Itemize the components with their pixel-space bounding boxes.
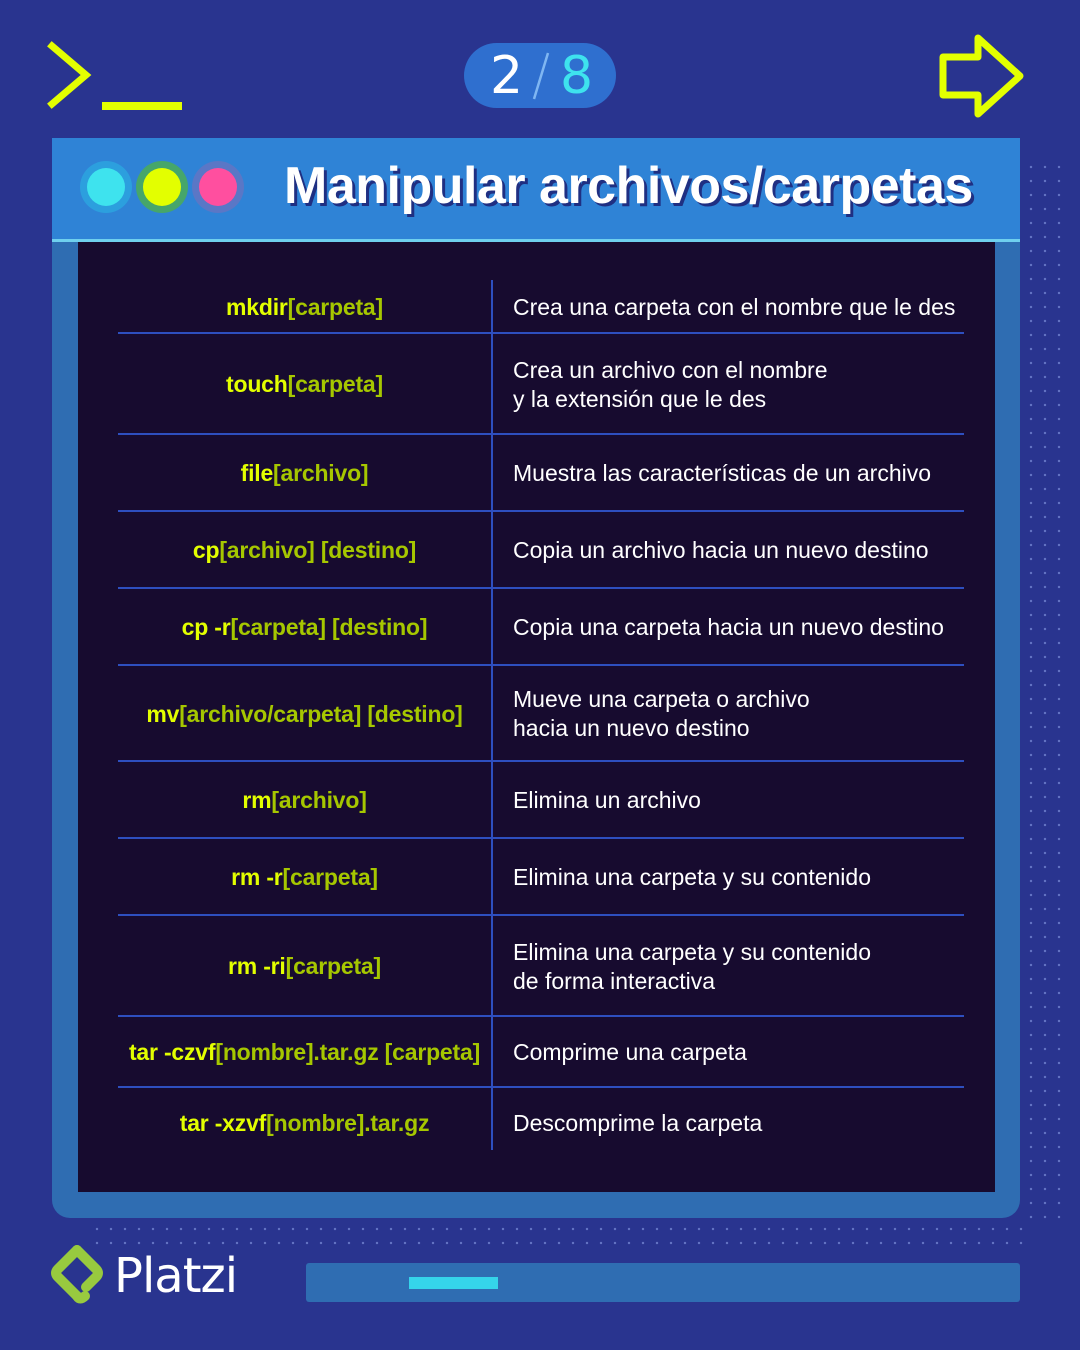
command-cell: mkdir [carpeta] xyxy=(226,293,383,320)
description-cell: Copia una carpeta hacia un nuevo destino xyxy=(513,614,944,640)
table-row xyxy=(118,589,964,666)
table-row xyxy=(118,762,964,839)
table-row xyxy=(118,916,964,1017)
command-cell: cp [archivo] [destino] xyxy=(192,537,417,563)
yellow-dot-icon xyxy=(136,161,188,213)
description-cell: Comprime una carpeta xyxy=(513,1039,747,1065)
progress-fill xyxy=(409,1277,498,1289)
pink-dot-icon xyxy=(192,161,244,213)
decorative-dots-bottom xyxy=(90,1222,1030,1246)
page-separator xyxy=(530,49,552,103)
table-row xyxy=(118,334,964,435)
command-cell: mv [archivo/carpeta] [destino] xyxy=(146,700,463,727)
description-cell: Muestra las características de un archivo xyxy=(513,460,932,486)
table-row xyxy=(118,666,964,762)
arrow-right-icon[interactable] xyxy=(936,30,1028,122)
description-cell: Elimina una carpeta y su contenido xyxy=(513,864,871,890)
commands-table xyxy=(78,242,995,1192)
page-indicator xyxy=(464,43,616,108)
command-cell: cp -r [carpeta] [destino] xyxy=(181,614,428,640)
terminal-window xyxy=(52,138,1020,1218)
table-row xyxy=(118,280,964,334)
command-cell: touch [carpeta] xyxy=(226,371,383,397)
description-cell: Elimina un archivo xyxy=(513,787,701,813)
progress-bar xyxy=(306,1263,1020,1302)
page-current: 2 xyxy=(490,46,524,106)
description-cell: Mueve una carpeta o archivo hacia un nuevo destino xyxy=(513,686,810,741)
page-total: 8 xyxy=(560,46,594,106)
brand-name: Platzi xyxy=(114,1248,238,1304)
table-row xyxy=(118,1088,964,1158)
table-row xyxy=(118,1017,964,1088)
cyan-dot-icon xyxy=(80,161,132,213)
command-cell: tar -xzvf [nombre].tar.gz xyxy=(179,1109,430,1136)
command-cell: tar -czvf [nombre].tar.gz [carpeta] xyxy=(128,1039,481,1065)
terminal-prompt-icon xyxy=(44,40,194,120)
command-cell: rm -r [carpeta] xyxy=(231,864,378,890)
command-cell: rm [archivo] xyxy=(242,787,367,813)
platzi-logo-icon xyxy=(50,1245,110,1307)
description-cell: Crea un archivo con el nombre y la extensión que le des xyxy=(513,356,828,412)
table-row xyxy=(118,512,964,589)
command-cell: file [archivo] xyxy=(240,460,369,486)
description-cell: Copia un archivo hacia un nuevo destino xyxy=(513,537,929,563)
page-title: Manipular archivos/carpetas xyxy=(284,157,973,215)
description-cell: Crea una carpeta con el nombre que le des xyxy=(513,293,956,320)
table-row xyxy=(118,435,964,512)
window-header xyxy=(52,138,1020,242)
description-cell: Elimina una carpeta y su contenido de forma interactiva xyxy=(513,938,871,994)
table-row xyxy=(118,839,964,916)
decorative-dots-right xyxy=(1024,160,1070,1220)
command-cell: rm -ri [carpeta] xyxy=(228,953,381,979)
description-cell: Descomprime la carpeta xyxy=(513,1109,763,1136)
